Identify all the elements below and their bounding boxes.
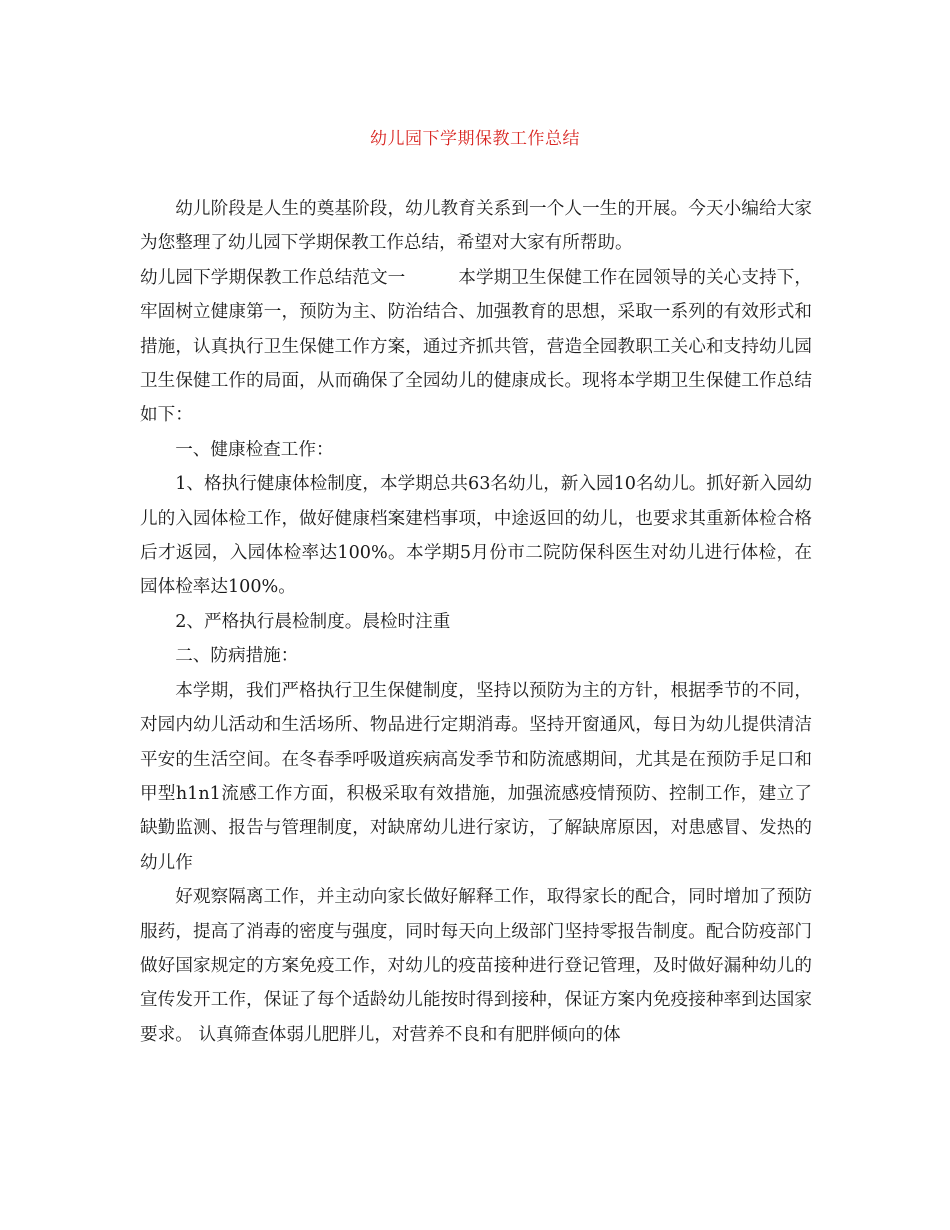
section1-heading: 一、健康检查工作： xyxy=(175,439,334,460)
sample-body: 本学期卫生保健工作在园领导的关心支持下，牢固树立健康第一，预防为主、防治结合、加强教育的思想，采取一系列的有效形式和措施，认真执行卫生保健工作方案，通过齐抓共管，营造全园教职工关心和支持幼儿园卫生保健工作的局面，从而确保了全园幼儿的健康成长。现将本学期卫生保健工作总结如下： xyxy=(140,267,812,426)
item2-paragraph: 2、严格执行晨检制度。晨检时注重 xyxy=(175,611,451,632)
intro-paragraph: 幼儿阶段是人生的奠基阶段，幼儿教育关系到一个人一生的开展。今天小编给大家为您整理了幼儿园下学期保教工作总结，希望对大家有所帮助。 xyxy=(140,199,812,254)
prevention-paragraph: 本学期，我们严格执行卫生保健制度，坚持以预防为主的方针，根据季节的不同，对园内幼儿活动和生活场所、物品进行定期消毒。坚持开窗通风，每日为幼儿提供清洁平安的生活空间。在冬春季呼吸道疾病高发季节和防流感期间，尤其是在预防手足口和甲型h1n1流感工作方面，积极采取有效措施，加强流感疫情预防、控制工作，建立了缺勤监测、报告与管理制度，对缺席幼儿进行家访，了解缺席原因，对患感冒、发热的幼儿作 xyxy=(140,680,812,873)
item1-paragraph: 1、格执行健康体检制度，本学期总共63名幼儿，新入园10名幼儿。抓好新入园幼儿的入园体检工作，做好健康档案建档事项，中途返回的幼儿，也要求其重新体检合格后才返园，入园体检率达100%。本学期5月份市二院防保科医生对幼儿进行体检，在园体检率达100%。 xyxy=(140,474,812,598)
sample-paragraph xyxy=(140,261,812,433)
document-title: 幼儿园下学期保教工作总结 xyxy=(370,129,580,149)
section2-heading: 二、防病措施： xyxy=(175,646,299,667)
document-body xyxy=(140,192,812,1052)
sample-heading: 幼儿园下学期保教工作总结范文一 xyxy=(140,267,406,288)
observation-paragraph: 好观察隔离工作，并主动向家长做好解释工作，取得家长的配合，同时增加了预防服药，提高了消毒的密度与强度，同时每天向上级部门坚持零报告制度。配合防疫部门做好国家规定的方案免疫工作，对幼儿的疫苗接种进行登记管理，及时做好漏种幼儿的宣传发开工作，保证了每个适龄幼儿能按时得到接种，保证方案内免疫接种率到达国家要求。 认真筛查体弱儿肥胖儿，对营养不良和有肥胖倾向的体 xyxy=(140,887,812,1045)
